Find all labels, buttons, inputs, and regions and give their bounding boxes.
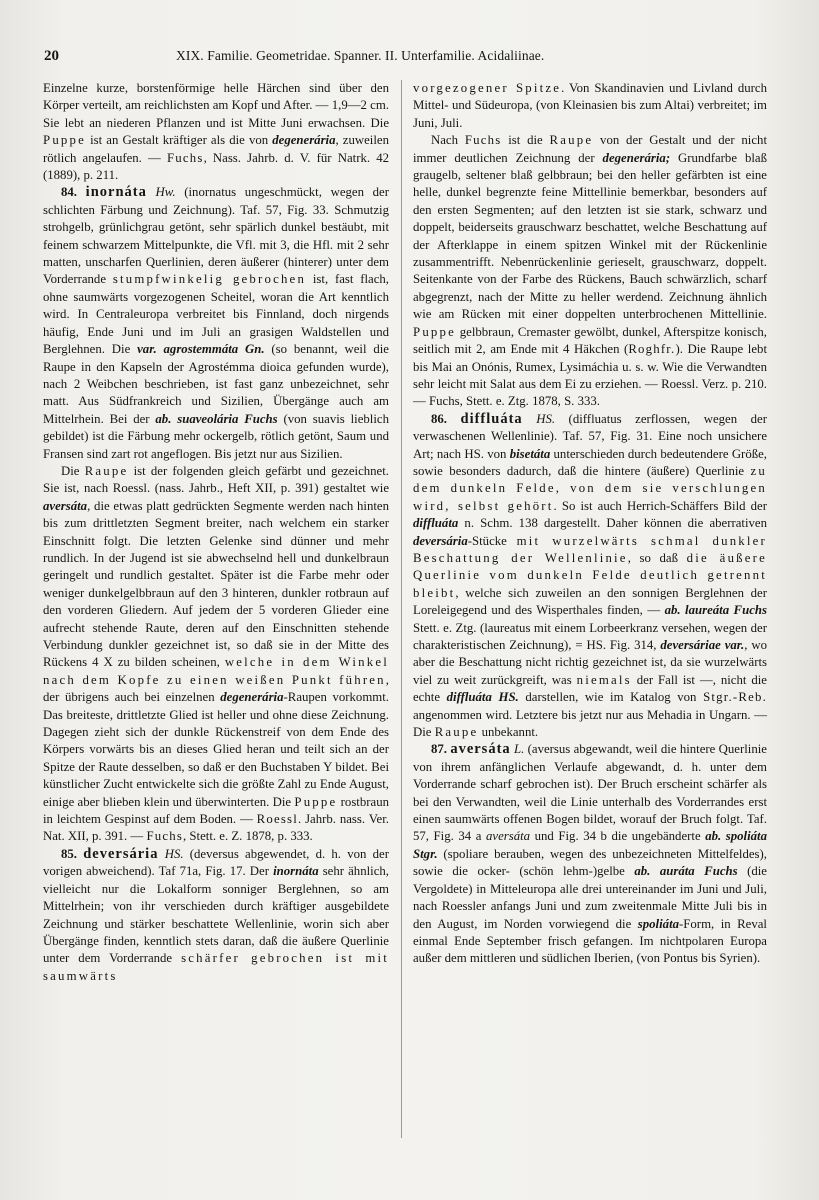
text-run: (diffluatus zerflossen, wegen der verwaschenen Wellenlinie). Taf. 57, Fig. 31. Eine noch unsichere Art; nach HS. von — [413, 411, 767, 461]
text-run: zu dem dunkeln Felde, von dem sie verschlungen wird, selbst gehört — [413, 463, 767, 513]
text-run: unterschieden durch bedeutendere Größe, sowie besonders dadurch, daß die hintere (äußere) Querlinie — [413, 446, 767, 478]
text-run: 86. — [431, 411, 461, 426]
text-run: inornáta — [273, 864, 319, 879]
text-run: , der übrigens auch bei einzelnen — [43, 672, 389, 705]
text-run: Raupe — [434, 725, 479, 740]
text-run: 84. — [61, 185, 86, 200]
paragraph — [43, 80, 389, 184]
text-run: , die etwas platt gedrückten Segmente werden nach hinten bis zum drittletzten Segment breiter, nach welchem ein starker Einschnitt folgt. Die letzten Gelenke sind dünner und mehr rundlich. In der Jugend ist sie abwechselnd hell und dunkelbraun geringelt und rundlich gestaltet. Später ist die Farbe mehr oder weniger dunkelgelbbraun auf den 3 hinteren, dunkler rotbraun auf den vorderen Gliedern. Auf jedem der 5 vorderen Glieder eine aufrecht stehende Raute, deren auf den Einschnitten stehende Verbindung dunkler gezeichnet ist, so daß sie in der Mitte des Rückens 4 X zu bilden scheinen, — [43, 498, 389, 670]
column-divider — [401, 80, 402, 1138]
text-run: Roghfr. — [628, 342, 676, 357]
paragraph — [413, 80, 767, 132]
text-run: Die — [61, 463, 85, 478]
text-run: degenerária — [272, 133, 336, 148]
paragraph — [413, 411, 767, 742]
text-run: inornáta — [85, 184, 147, 201]
text-run: (so benannt, weil die Raupe in den Kapseln der Agrostémma dioica gefunden wurde), nach 2 Weibchen beschrieben, ist fast ganz unbezeichnet, sehr matt. Aus Südfrankreich und Sizilien, Übergänge auch am Mittelrhein. Bei der — [43, 342, 389, 426]
text-run: Roessl — [256, 812, 298, 827]
text-run: aversáta — [485, 829, 531, 844]
text-run: , welche sich zuweilen an den sonnigen Berglehnen der Loreleigegend und des Wisperthales finden, — — [413, 585, 767, 618]
text-run: Stett. e. Ztg. (laureatus mit einem Lorbeerkranz versehen, wegen der charakteristischen Zeichnung), = HS. Fig. 314, — [413, 620, 767, 652]
text-run: darstellen, wie im Katalog von — [518, 690, 704, 705]
text-run: Grundfarbe blaß graugelb, seltener blaß gelbbraun; bei den heller gefärbten ist eine helle, dunkel begrenzte feine Mittellinie bemerkbar, besonders auf den ersten Segmenten; auf den letzten ist sie stark, schwarz und doppelt, beiderseits grauschwarz beschattet, welche Beschattung auf der Afterklappe in einem spitzen Winkel mit der Rückenlinie zusammentrifft. Nebenrückenlinie gerieselt, grauschwarz, doppelt. Seitenkante von der Farbe des Rückens, Bauch schwärzlich, scharf abgegrenzt, nach der Mitte zu heller werdend. Zeichnung ähnlich wie am Rücken mit einer doppelten unterbrochenen Mittellinie. — [413, 150, 767, 322]
text-run: diffluáta HS. — [446, 690, 519, 705]
text-run: degenerária — [220, 690, 284, 705]
text-run: HS. — [536, 411, 556, 426]
text-run: ab. laureáta Fuchs — [664, 603, 767, 618]
text-run: deversária — [83, 845, 159, 862]
text-run: Hw. — [155, 185, 176, 200]
text-run: unbekannt. — [478, 725, 539, 740]
text-run: . So ist auch Herrich-Schäffers Bild der — [553, 498, 767, 513]
text-run: 85. — [61, 846, 84, 861]
paragraph — [43, 463, 389, 846]
text-run: von der Gestalt und der nicht immer deutlichen Zeichnung der — [413, 133, 767, 165]
text-run: welche in dem Winkel nach dem Kopfe zu einen weißen Punkt führen — [43, 655, 389, 687]
text-run: angenommen wird. Letztere bis jetzt nur aus Mehadia in Ungarn. — Die — [413, 707, 767, 740]
text-run: (deversus abgewendet, d. h. von der vorigen abweichend). Taf 71a, Fig. 17. Der — [43, 846, 389, 879]
text-run: niemals — [576, 672, 632, 687]
text-run — [147, 185, 156, 199]
text-run: sehr ähnlich, vielleicht nur die Lokalform sonniger Berglehnen, so am Mittelrhein; von ihr verschieden durch kräftiger ausgebildete Zeichnung und stärker beschattete Wellenlinie, worin sich aber Übergänge finden, kenntlich stets daran, daß die äußere Querlinie unter dem Vorderrande — [43, 864, 389, 966]
text-run: rostbraun in leichtem Gespinst auf dem Boden. — — [43, 794, 389, 827]
text-run: ab. suaveolária Fuchs — [155, 411, 278, 426]
paragraph — [413, 741, 767, 967]
text-run: , Nass. Jahrb. d. V. für Natrk. 42 (1889), p. 211. — [43, 150, 389, 183]
text-run: Nach — [431, 133, 465, 148]
left-column — [43, 80, 389, 985]
text-run: . Jahrb. nass. Ver. Nat. XII, p. 391. — — [43, 812, 389, 844]
text-run: schärfer gebrochen ist mit saumwärts — [43, 951, 389, 983]
text-run: L. — [513, 742, 525, 757]
text-run: ist der folgenden gleich gefärbt und gezeichnet. Sie ist, nach Roessl. (nass. Jahrb., Heft XII, p. 391) gestaltet wie — [43, 463, 389, 496]
text-run: aversáta — [43, 498, 88, 513]
text-run: Fuchs — [166, 150, 204, 165]
text-run: die äußere Querlinie vom dunkeln Felde deutlich getrennt bleibt — [413, 550, 767, 600]
text-run: Fuchs — [146, 829, 184, 844]
page-number: 20 — [44, 48, 59, 64]
text-run: diffluáta — [460, 410, 523, 427]
text-run: stumpfwinkelig gebrochen — [112, 272, 307, 287]
text-run: (von suavis lieblich gebildet) ist die Färbung mehr ockergelb, rötlich getönt, Saum und Fransen sind zart rot angeflogen. Bis jetzt nur aus Sizilien. — [43, 411, 389, 461]
text-run: -Raupen vorkommt. Das breiteste, drittletzte Glied ist heller und ohne diese Zeichnung. Dagegen zieht sich der dunkle Rückenstreif von dem Ende des Körpers vorwärts bis an dieses Glied heran und teilt sich an der Spitze der Raute desselben, so daß er den Buchstaben Y bildet. Bei künstlicher Zucht entwickelte sich die größte Zahl zu Ende August, einige aber blieben klein und überwinterten. Die — [43, 690, 389, 809]
text-run: var. agrostemmáta Gn. — [137, 342, 265, 357]
text-run: deversáriae var. — [660, 638, 745, 652]
text-run: gelbbraun, Cremaster gewölbt, dunkel, Afterspitze konisch, seitlich mit 2, am Ende mit 4 Häkchen ( — [413, 324, 767, 357]
paragraph — [43, 184, 389, 463]
text-run: , so daß — [627, 550, 687, 565]
text-run: ist, fast flach, ohne saumwärts vorgezogenen Scheitel, woran die Art kenntlich wird. In Centraleuropa verbreitet bis Finnland, doch nirgends häufig, Ende Juni und im Juli an grasigen Waldstellen und Berglehnen. Die — [43, 272, 389, 357]
text-run: Puppe — [294, 794, 338, 809]
text-run: vorgezogener Spitze — [413, 81, 562, 95]
text-run: Raupe — [84, 463, 129, 478]
text-run: spoliáta — [637, 916, 680, 931]
text-run: degenerária; — [602, 150, 671, 165]
text-run: . Von Skandinavien und Livland durch Mittel- und Südeuropa, (von Kleinasien bis zum Altai) verbreitet; im Juni, Juli. — [413, 81, 767, 130]
right-column — [413, 80, 767, 968]
text-run: ist an Gestalt kräftiger als die von — [86, 133, 273, 148]
text-run: der Fall ist —, nicht die echte — [413, 672, 767, 705]
text-run: , wo aber die Beschattung nicht richtig gezeichnet ist, da sie wurzelwärts viel zu weit zurückgreift, was — [413, 638, 767, 687]
text-run: -Stücke — [467, 533, 517, 548]
running-head: XIX. Familie. Geometridae. Spanner. II. Unterfamilie. Acidaliinae. — [176, 48, 545, 63]
text-run: diffluáta — [413, 516, 459, 531]
text-run: 87. — [431, 742, 451, 757]
text-run: ab. auráta Fuchs — [634, 864, 738, 879]
text-run: (inornatus ungeschmückt, wegen der schlichten Färbung und Zeichnung). Taf. 57, Fig. 33. Schmutzig strohgelb, grünlichgrau getönt, sehr spärlich dunkel bestäubt, mit feinem schwarzem Mittelpunkte, die Vfl. mit 3, die Hfl. mit 2 sehr matten, unscharfen Querlinien, deren äußerer (hinterer) unter dem Vorderrande — [43, 185, 389, 287]
text-run: deversária — [413, 533, 468, 548]
text-run: (die Vergoldete) in Mitteleuropa alle drei untereinander im Juni und Juli, nach Roessler anfangs Juni und zum zweitenmale Mitte Juli bis in den August, im Norden vorwiegend die — [413, 864, 767, 931]
text-run: Fuchs — [464, 133, 502, 148]
text-run: (aversus abgewandt, weil die hintere Querlinie von ihrem anfänglichen Verlaufe abgewandt, d. h. unter dem Vorderrande scharf gebrochen ist). Der Bruch erscheint schärfer als bei den Verwandten, weil die Linie unterhalb des Vorderrandes erst einen saumwärts offenen Bogen bildet, worauf der Bruch folgt. Taf. 57, Fig. 34 a — [413, 742, 767, 844]
text-run: ). Die Raupe lebt bis Mai an Onónis, Rumex, Lysimáchia u. s. w. Wie die Verwandten sehr leicht mit Salat aus dem Ei zu erziehen. — Roessl. Verz. p. 210. — Fuchs, Stett. e. Ztg. 1878, S. 333. — [413, 342, 767, 409]
text-run: Einzelne kurze, borstenförmige helle Härchen sind über den Körper verteilt, am reichlichsten am Kopf und After. — 1,9—2 cm. Sie lebt an niederen Pflanzen und ist Mitte Juni erwachsen. Die — [43, 81, 389, 130]
text-run — [523, 412, 537, 426]
text-run: Raupe — [549, 133, 594, 148]
text-run: n. Schm. 138 dargestellt. Daher können die aberrativen — [458, 516, 767, 531]
text-run: bisetáta — [509, 446, 551, 461]
text-run: und Fig. 34 b die ungebänderte — [530, 829, 706, 844]
page-header — [36, 44, 776, 68]
text-run: Puppe — [43, 133, 86, 148]
text-run: , zuweilen rötlich angelaufen. — — [43, 133, 389, 165]
text-run: , Stett. e. Z. 1878, p. 333. — [183, 829, 313, 844]
text-run: (spoliare berauben, wegen des unbezeichneten Mittelfeldes), sowie die ocker- (schön lehm-)gelbe — [413, 846, 767, 879]
paragraph — [43, 846, 389, 985]
text-run: ist die — [501, 133, 550, 148]
text-run: Stgr.-Reb. — [703, 690, 767, 705]
text-run: -Form, in Reval einmal Ende September frisch gefangen. Im nichtpolaren Europa außer dem mittleren und südlichen Iberien, (von Pontus bis Syrien). — [413, 916, 767, 966]
text-run: ab. spoliáta Stgr. — [413, 829, 767, 861]
text-run: HS. — [164, 846, 184, 861]
text-run: Puppe — [413, 324, 456, 339]
text-run: aversáta — [450, 741, 511, 758]
text-run: mit wurzelwärts schmal dunkler Beschattung der Wellenlinie — [413, 533, 767, 565]
paragraph — [413, 132, 767, 411]
